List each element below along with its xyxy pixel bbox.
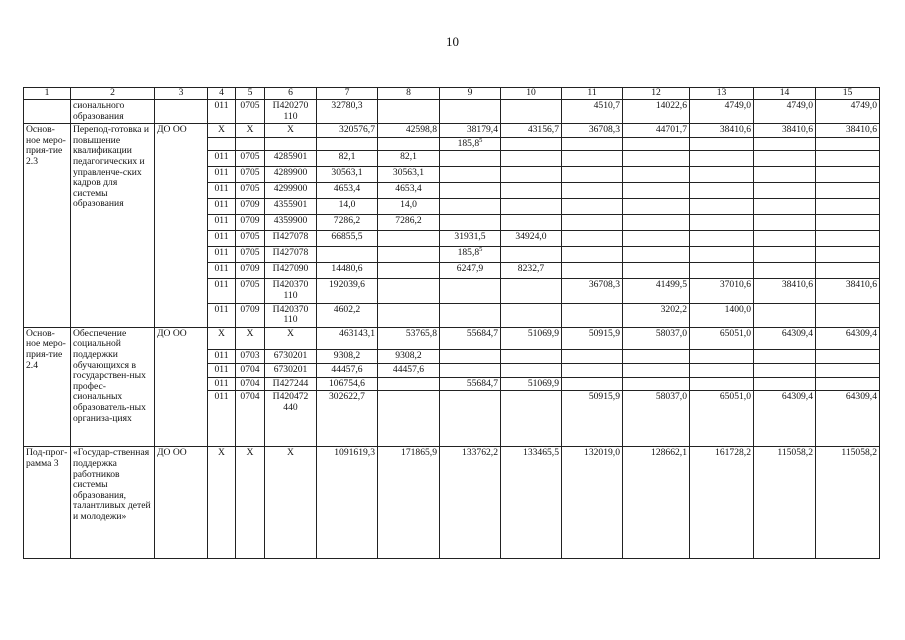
table-cell: [816, 167, 880, 183]
table-cell: [378, 279, 440, 303]
table-cell: 58037,0: [623, 391, 690, 447]
table-cell: 50915,9: [562, 327, 623, 349]
table-cell: [754, 263, 816, 279]
table-cell: [440, 199, 501, 215]
table-cell: 14,0: [317, 199, 378, 215]
table-cell: [754, 199, 816, 215]
table-cell: 132019,0: [562, 447, 623, 559]
table-cell: 51069,9: [501, 377, 562, 391]
table-cell: 65051,0: [690, 391, 754, 447]
table-cell: [816, 137, 880, 151]
table-cell: П420472 440: [265, 391, 317, 447]
table-cell: [562, 263, 623, 279]
col-header: 15: [816, 88, 880, 100]
table-cell: 0705: [236, 231, 265, 247]
table-cell: [562, 215, 623, 231]
table-cell: [440, 215, 501, 231]
table-cell: 4289900: [265, 167, 317, 183]
table-cell: [236, 137, 265, 151]
table-cell: [501, 167, 562, 183]
table-cell: [816, 349, 880, 363]
table-cell: [623, 199, 690, 215]
table-cell: [816, 183, 880, 199]
table-cell: 0703: [236, 349, 265, 363]
table-cell: 0705: [236, 183, 265, 199]
table-cell: 7286,2: [378, 215, 440, 231]
table-cell: [440, 247, 501, 263]
table-cell: [816, 363, 880, 377]
table-cell: [623, 183, 690, 199]
table-cell: [623, 137, 690, 151]
table-cell: 0709: [236, 199, 265, 215]
table-cell: [754, 137, 816, 151]
table-cell: X: [208, 124, 236, 138]
table-cell: 6247,9: [440, 263, 501, 279]
table-cell: X: [236, 447, 265, 559]
table-cell: 64309,4: [754, 327, 816, 349]
table-cell: 14022,6: [623, 100, 690, 124]
table-cell: [378, 391, 440, 447]
table-cell: 32780,3: [317, 100, 378, 124]
table-cell: [690, 247, 754, 263]
table-cell: 192039,6: [317, 279, 378, 303]
table-cell: 14,0: [378, 199, 440, 215]
table-cell: 51069,9: [501, 327, 562, 349]
table-cell: 36708,3: [562, 279, 623, 303]
table-cell: X: [265, 447, 317, 559]
table-cell: 133465,5: [501, 447, 562, 559]
table-cell: X: [236, 124, 265, 138]
col-header: 2: [71, 88, 155, 100]
table-cell: [816, 151, 880, 167]
table-cell: 34924,0: [501, 231, 562, 247]
table-cell: 53765,8: [378, 327, 440, 349]
footnote-value: 185,8: [457, 247, 480, 259]
table-cell: сионального образования: [71, 100, 155, 124]
table-cell: 44457,6: [378, 363, 440, 377]
table-cell: [440, 100, 501, 124]
table-cell: 38410,6: [754, 279, 816, 303]
table-cell: [501, 151, 562, 167]
section-description: Перепод-готовка и повышение квалификации педагогических и управленче-ских кадров для системы образования: [71, 124, 155, 328]
footnote-marker: 5: [479, 246, 483, 254]
table-cell: 82,1: [378, 151, 440, 167]
table-cell: [501, 349, 562, 363]
table-cell: 6730201: [265, 349, 317, 363]
executor-cell: ДО ОО: [155, 447, 208, 559]
table-cell: 0704: [236, 377, 265, 391]
table-cell: [378, 263, 440, 279]
table-cell: 43156,7: [501, 124, 562, 138]
table-cell: 64309,4: [754, 391, 816, 447]
table-cell: [562, 349, 623, 363]
table-cell: [440, 349, 501, 363]
table-cell: X: [208, 327, 236, 349]
table-cell: 0705: [236, 167, 265, 183]
table-cell: 011: [208, 199, 236, 215]
table-cell: [501, 391, 562, 447]
table-cell: 011: [208, 377, 236, 391]
table-cell: [690, 377, 754, 391]
table-cell: 30563,1: [378, 167, 440, 183]
table-cell: 0709: [236, 303, 265, 327]
table-cell: 58037,0: [623, 327, 690, 349]
table-cell: 011: [208, 363, 236, 377]
table-cell: П427078: [265, 231, 317, 247]
table-cell: 38410,6: [816, 279, 880, 303]
table-cell: П427078: [265, 247, 317, 263]
table-cell: [317, 247, 378, 263]
col-header: 13: [690, 88, 754, 100]
table-cell: 38179,4: [440, 124, 501, 138]
table-cell: [562, 167, 623, 183]
table-cell: 44701,7: [623, 124, 690, 138]
table-row: [24, 327, 880, 349]
table-cell: [623, 215, 690, 231]
table-cell: [562, 303, 623, 327]
table-cell: [501, 363, 562, 377]
table-cell: [155, 100, 208, 124]
table-cell: 0704: [236, 391, 265, 447]
footnote-value: 185,8: [457, 137, 480, 149]
table-cell: 133762,2: [440, 447, 501, 559]
executor-cell: ДО ОО: [155, 124, 208, 328]
col-header: 12: [623, 88, 690, 100]
table-cell: [690, 231, 754, 247]
table-cell: [690, 151, 754, 167]
table-cell: [562, 137, 623, 151]
table-cell: [623, 151, 690, 167]
table-cell: 1091619,3: [317, 447, 378, 559]
table-cell: [501, 303, 562, 327]
table-cell: [754, 215, 816, 231]
table-cell: [562, 247, 623, 263]
table-cell: [501, 279, 562, 303]
table-cell: [440, 279, 501, 303]
table-cell: 0705: [236, 279, 265, 303]
table-cell: 4299900: [265, 183, 317, 199]
table-cell: [816, 199, 880, 215]
col-header: 11: [562, 88, 623, 100]
table-cell: [440, 167, 501, 183]
table-cell: 0705: [236, 247, 265, 263]
table-cell: 128662,1: [623, 447, 690, 559]
table-cell: [501, 137, 562, 151]
table-cell: [690, 137, 754, 151]
page-number: 10: [446, 34, 459, 49]
table-cell: 30563,1: [317, 167, 378, 183]
table-cell: 011: [208, 247, 236, 263]
table-cell: 0709: [236, 263, 265, 279]
table-cell: 55684,7: [440, 327, 501, 349]
table-cell: 4602,2: [317, 303, 378, 327]
table-cell: 171865,9: [378, 447, 440, 559]
table-cell: [816, 215, 880, 231]
col-header: 14: [754, 88, 816, 100]
table-cell: [501, 215, 562, 231]
table-cell: П420370 110: [265, 303, 317, 327]
table-cell: X: [236, 327, 265, 349]
table-cell: 011: [208, 263, 236, 279]
table-cell: П427244: [265, 377, 317, 391]
table-cell: [754, 303, 816, 327]
table-cell: [440, 363, 501, 377]
table-cell: [562, 151, 623, 167]
col-header: 7: [317, 88, 378, 100]
table-cell: [378, 377, 440, 391]
table-cell: 65051,0: [690, 327, 754, 349]
table-cell: [501, 247, 562, 263]
table-cell: 0705: [236, 151, 265, 167]
section-description: «Государ-ственная поддержка работников системы образования, талантливых детей и молодежи»: [71, 447, 155, 559]
table-cell: 115058,2: [754, 447, 816, 559]
table-cell: [623, 263, 690, 279]
table-cell: 011: [208, 279, 236, 303]
table-cell: 011: [208, 167, 236, 183]
table-cell: 011: [208, 231, 236, 247]
table-cell: 320576,7: [317, 124, 378, 138]
table-cell: 36708,3: [562, 124, 623, 138]
table-cell: [816, 247, 880, 263]
table-cell: 011: [208, 100, 236, 124]
table-cell: [623, 231, 690, 247]
table-cell: [623, 349, 690, 363]
table-cell: [690, 199, 754, 215]
table-cell: [690, 183, 754, 199]
table-cell: [690, 363, 754, 377]
table-cell: 66855,5: [317, 231, 378, 247]
table-cell: [501, 199, 562, 215]
table-cell: [816, 231, 880, 247]
table-cell: [562, 231, 623, 247]
table-cell: [562, 377, 623, 391]
col-header: 3: [155, 88, 208, 100]
table-cell: [816, 303, 880, 327]
table-cell: 011: [208, 349, 236, 363]
table-cell: [440, 183, 501, 199]
table-cell: 4285901: [265, 151, 317, 167]
table-cell: [562, 183, 623, 199]
table-cell: 64309,4: [816, 327, 880, 349]
col-header: 8: [378, 88, 440, 100]
table-cell: [816, 263, 880, 279]
table-row: [24, 124, 880, 138]
table-cell: [440, 137, 501, 151]
table-cell: 6730201: [265, 363, 317, 377]
table-cell: [378, 137, 440, 151]
table-cell: 011: [208, 151, 236, 167]
footnote-marker: 5: [479, 137, 483, 144]
table-cell: [690, 263, 754, 279]
table-cell: 1400,0: [690, 303, 754, 327]
table-cell: 0704: [236, 363, 265, 377]
header-row: [24, 88, 880, 100]
table-cell: [754, 151, 816, 167]
table-cell: 161728,2: [690, 447, 754, 559]
table-cell: [816, 377, 880, 391]
table-cell: 38410,6: [754, 124, 816, 138]
table-cell: 38410,6: [816, 124, 880, 138]
table-cell: 4749,0: [690, 100, 754, 124]
table-cell: [378, 231, 440, 247]
table-cell: 4510,7: [562, 100, 623, 124]
table-cell: [378, 303, 440, 327]
table-cell: 463143,1: [317, 327, 378, 349]
table-cell: 42598,8: [378, 124, 440, 138]
table-cell: X: [265, 327, 317, 349]
table-cell: 7286,2: [317, 215, 378, 231]
table-cell: [440, 151, 501, 167]
table-cell: 31931,5: [440, 231, 501, 247]
table-cell: [501, 183, 562, 199]
table-cell: [754, 183, 816, 199]
table-cell: 011: [208, 215, 236, 231]
table-cell: 9308,2: [317, 349, 378, 363]
table-row: [24, 447, 880, 559]
table-cell: [754, 247, 816, 263]
table-cell: 302622,7: [317, 391, 378, 447]
table-cell: [690, 167, 754, 183]
col-header: 5: [236, 88, 265, 100]
table-cell: [623, 363, 690, 377]
table-cell: [265, 137, 317, 151]
section-label: Основ-ное меро-прия-тие 2.4: [24, 327, 71, 447]
table-cell: [623, 167, 690, 183]
table-cell: 9308,2: [378, 349, 440, 363]
table-cell: 011: [208, 391, 236, 447]
table-cell: 3202,2: [623, 303, 690, 327]
table-cell: [623, 377, 690, 391]
table-cell: [690, 215, 754, 231]
table-cell: [378, 100, 440, 124]
table-cell: [501, 100, 562, 124]
section-description: Обеспечение социальной поддержки обучающихся в государствен-ных профес-сиональных образователь-ных организа-циях: [71, 327, 155, 447]
table-cell: 55684,7: [440, 377, 501, 391]
col-header: 1: [24, 88, 71, 100]
table-cell: X: [265, 124, 317, 138]
table-cell: П420370 110: [265, 279, 317, 303]
table-cell: 4653,4: [378, 183, 440, 199]
table-cell: 14480,6: [317, 263, 378, 279]
table-cell: [754, 377, 816, 391]
col-header: 10: [501, 88, 562, 100]
table-cell: [690, 349, 754, 363]
executor-cell: ДО ОО: [155, 327, 208, 447]
table-cell: [754, 167, 816, 183]
table-cell: 4359900: [265, 215, 317, 231]
table-cell: П427090: [265, 263, 317, 279]
table-cell: 4653,4: [317, 183, 378, 199]
table-cell: [440, 303, 501, 327]
table-cell: [24, 100, 71, 124]
table-cell: [317, 137, 378, 151]
table-cell: [562, 199, 623, 215]
table-cell: 82,1: [317, 151, 378, 167]
table-cell: 41499,5: [623, 279, 690, 303]
table-cell: 64309,4: [816, 391, 880, 447]
table-cell: 4749,0: [816, 100, 880, 124]
table-cell: 50915,9: [562, 391, 623, 447]
table-cell: 8232,7: [501, 263, 562, 279]
table-cell: 4355901: [265, 199, 317, 215]
col-header: 9: [440, 88, 501, 100]
section-label: Основ-ное меро-прия-тие 2.3: [24, 124, 71, 328]
table-cell: 44457,6: [317, 363, 378, 377]
table-cell: 37010,6: [690, 279, 754, 303]
table-cell: 011: [208, 303, 236, 327]
col-header: 4: [208, 88, 236, 100]
table-cell: П420270 110: [265, 100, 317, 124]
budget-table: [23, 87, 880, 559]
table-cell: 0705: [236, 100, 265, 124]
table-cell: [440, 391, 501, 447]
table-cell: 0709: [236, 215, 265, 231]
table-cell: [754, 231, 816, 247]
table-cell: 106754,6: [317, 377, 378, 391]
table-cell: 4749,0: [754, 100, 816, 124]
table-cell: [623, 247, 690, 263]
table-cell: [378, 247, 440, 263]
table-cell: X: [208, 447, 236, 559]
col-header: 6: [265, 88, 317, 100]
table-cell: 115058,2: [816, 447, 880, 559]
table-cell: [562, 363, 623, 377]
table-cell: [754, 363, 816, 377]
table-cell: 011: [208, 183, 236, 199]
table-row: [24, 100, 880, 124]
table-cell: [754, 349, 816, 363]
section-label: Под-прог-рамма 3: [24, 447, 71, 559]
table-cell: 38410,6: [690, 124, 754, 138]
table-cell: [208, 137, 236, 151]
